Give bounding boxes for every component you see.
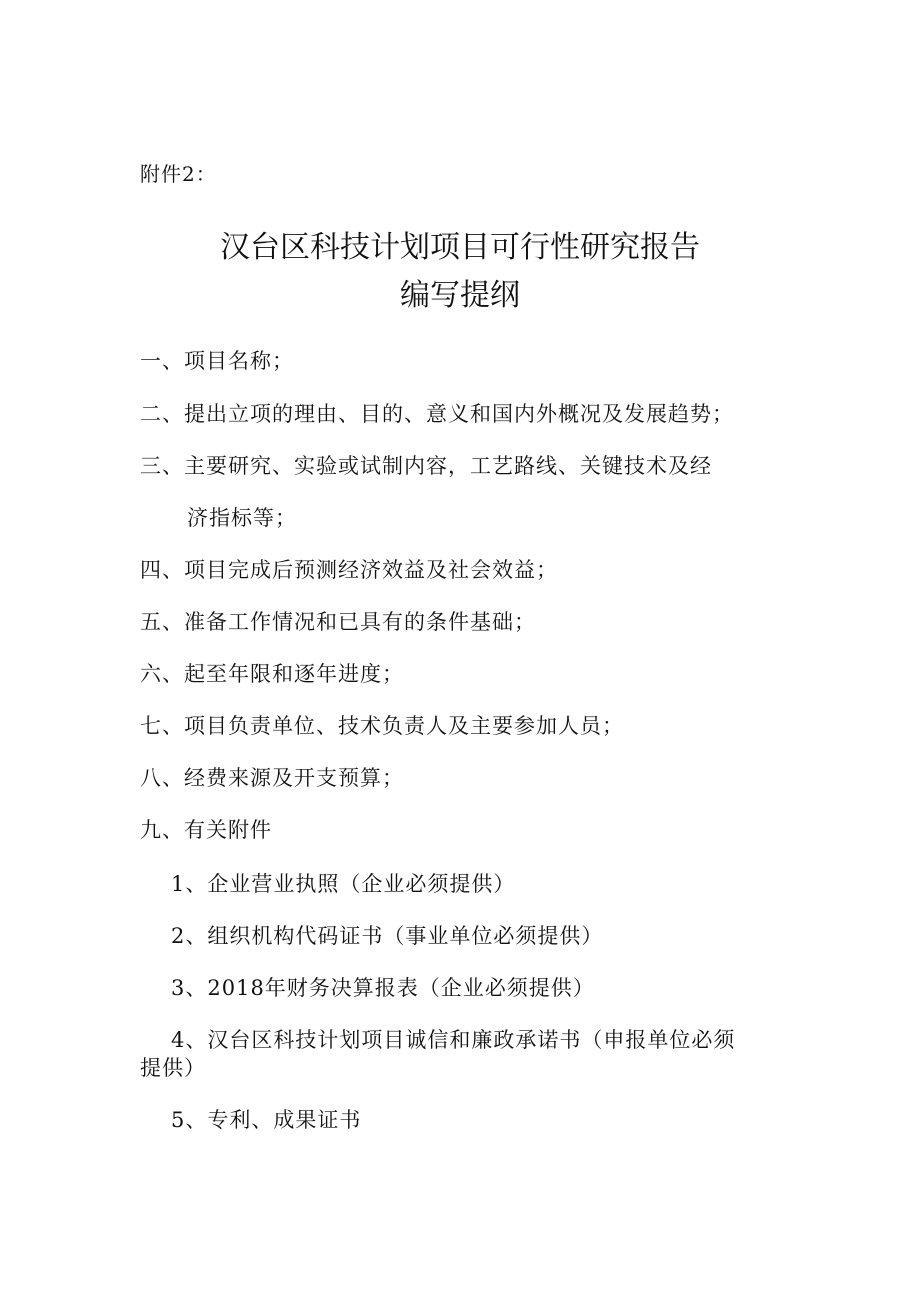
outline-item-3-continued: 济指标等； — [187, 506, 297, 530]
outline-item-5: 五、准备工作情况和已具有的条件基础； — [140, 610, 536, 634]
outline-item-8: 八、经费来源及开支预算； — [140, 766, 404, 790]
attachment-sub-item-5: 5、专利、成果证书 — [171, 1108, 362, 1132]
outline-item-7: 七、项目负责单位、技术负责人及主要参加人员； — [140, 714, 624, 738]
attachment-sub-item-4-continued: 提供） — [140, 1056, 206, 1080]
outline-item-2: 二、提出立项的理由、目的、意义和国内外概况及发展趋势； — [140, 402, 734, 426]
attachment-sub-item-1: 1、企业营业执照（企业必须提供） — [171, 872, 516, 896]
document-title-line-1: 汉台区科技计划项目可行性研究报告 — [220, 230, 700, 265]
outline-item-3: 三、主要研究、实验或试制内容，工艺路线、关键技术及经 — [140, 454, 712, 478]
attachment-sub-item-4: 4、汉台区科技计划项目诚信和廉政承诺书（申报单位必须 — [171, 1028, 736, 1052]
outline-item-9: 九、有关附件 — [140, 818, 272, 842]
document-title-line-2: 编写提纲 — [400, 278, 520, 313]
attachment-sub-item-2: 2、组织机构代码证书（事业单位必须提供） — [171, 924, 604, 948]
attachment-sub-item-3: 3、2018年财务决算报表（企业必须提供） — [171, 976, 595, 1000]
attachment-label: 附件2： — [140, 162, 217, 186]
outline-item-4: 四、项目完成后预测经济效益及社会效益； — [140, 558, 558, 582]
outline-item-6: 六、起至年限和逐年进度； — [140, 662, 404, 686]
outline-item-1: 一、项目名称； — [140, 349, 294, 373]
